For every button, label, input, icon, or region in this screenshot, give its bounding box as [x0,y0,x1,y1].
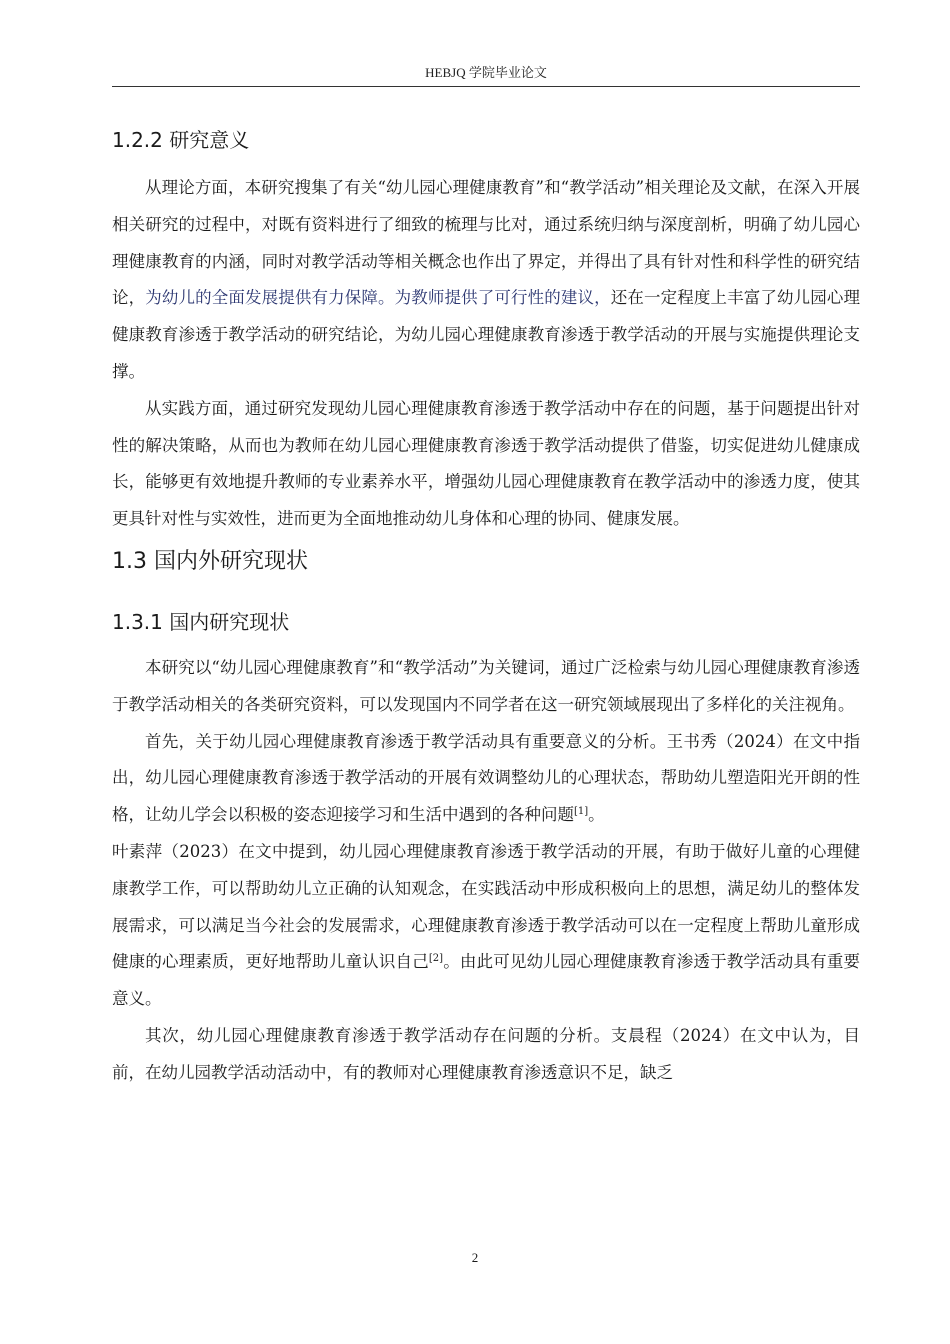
paragraph-significance-text: 首先，关于幼儿园心理健康教育渗透于教学活动具有重要意义的分析。王书秀（2024）在文中指出，幼儿园心理健康教育渗透于教学活动的开展有效调整幼儿的心理状态，帮助幼儿塑造阳光开朗的性格，让幼儿学会以积极的姿态迎接学习和生活中遇到的各种问题 [112,731,860,825]
paragraph-theory-text-c: 还在一定程度上丰富了幼儿园心理健康教育渗透于教学活动的研究结论，为幼儿园心理健康教育渗透于教学活动的开展与实施提供理论支撑。 [112,288,860,381]
citation-ref-2: [2] [428,953,444,965]
citation-ref-1: [1] [574,806,589,818]
section-heading-1-3-1: 1.3.1 国内研究现状 [112,609,290,634]
paragraph-ye-suping [112,834,860,1018]
paragraph-significance-end: 。 [588,805,605,825]
paragraph-theory-text-b: 为幼儿的全面发展提供有力保障。为教师提供了可行性的建议， [145,288,611,308]
paragraph-theory-text-a: 从理论方面，本研究搜集了有关“幼儿园心理健康教育”和“教学活动”相关理论及文献，在深入开展相关研究的过程中，对既有资料进行了细致的梳理与比对，通过系统归纳与深度剖析，明确了幼儿园心理健康教育的内涵，同时对教学活动等相关概念也作出了界定，并得出了具有针对性和科学性的研究结论， [112,178,860,308]
document-body [112,118,860,1092]
paragraph-ye-suping-end: 。由此可见幼儿园心理健康教育渗透于教学活动具有重要意义。 [112,952,861,1009]
paragraph-domestic-intro: 本研究以“幼儿园心理健康教育”和“教学活动”为关键词，通过广泛检索与幼儿园心理健康教育渗透于教学活动相关的各类研究资料，可以发现国内不同学者在这一研究领域展现出了多样化的关注视角。 [112,657,860,714]
page-header-title: HEBJQ 学院毕业论文 [425,65,547,80]
paragraph-significance [112,724,860,834]
header-divider [112,86,860,87]
paragraph-ye-suping-text: 叶素萍（2023）在文中提到，幼儿园心理健康教育渗透于教学活动的开展，有助于做好儿童的心理健康教学工作，可以帮助幼儿立正确的认知观念，在实践活动中形成积极向上的思想，满足幼儿的整体发展需求，可以满足当今社会的发展需求，心理健康教育渗透于教学活动可以在一定程度上帮助儿童形成健康的心理素质，更好地帮助儿童认识自己 [112,841,860,972]
section-heading-1-3: 1.3 国内外研究现状 [112,548,308,574]
paragraph-problems: 其次，幼儿园心理健康教育渗透于教学活动存在问题的分析。支晨程（2024）在文中认为，目前，在幼儿园教学活动活动中，有的教师对心理健康教育渗透意识不足，缺乏 [112,1025,860,1082]
page-number: 2 [471,1250,479,1265]
section-heading-1-2-2: 1.2.2 研究意义 [112,128,250,152]
paragraph-theory [112,170,860,391]
paragraph-practice: 从实践方面，通过研究发现幼儿园心理健康教育渗透于教学活动中存在的问题，基于问题提出针对性的解决策略，从而也为教师在幼儿园心理健康教育渗透于教学活动提供了借鉴，切实促进幼儿健康成长，能够更有效地提升教师的专业素养水平，增强幼儿园心理健康教育在教学活动中的渗透力度，使其更具针对性与实效性，进而更为全面地推动幼儿身体和心理的协同、健康发展。 [112,398,860,529]
